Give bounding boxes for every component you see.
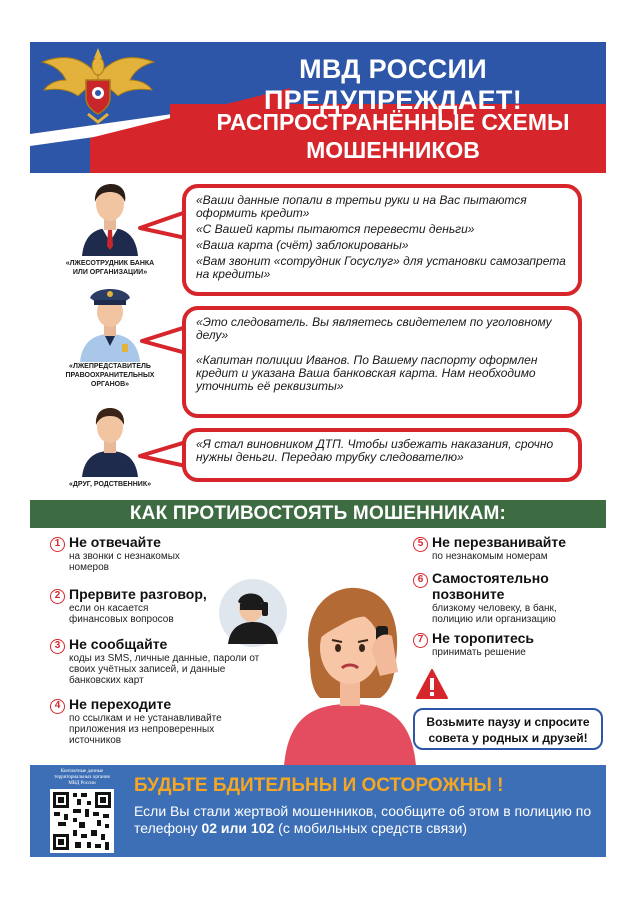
tip-title-2: Прервите разговор, [69, 586, 207, 602]
friend-relative-icon [80, 405, 140, 477]
tip-number-2: 2 [50, 589, 65, 604]
qr-caption: Контактные данные территориальных органов МВД России [54, 769, 110, 786]
tip-text-1: на звонки с незнакомых номеров [69, 551, 180, 573]
tip-title-1: Не отвечайте [69, 534, 161, 550]
tip-number-7: 7 [413, 633, 428, 648]
quote-police-2: «Капитан полиции Иванов. По Вашему паспорту оформлен кредит и указана Ваша банковская карта. Нам необходимо уточнить её реквизиты» [196, 353, 538, 393]
quote-bank-2: «С Вашей карты пытаются перевести деньги» [196, 222, 475, 236]
tip-text-3: коды из SMS, личные данные, пароли от своих учётных записей, и данные банковских карт [69, 653, 260, 686]
quote-bank-4: «Вам звонит «сотрудник Госуслуг» для установки самозапрета на кредиты» [196, 254, 566, 281]
tip-number-4: 4 [50, 699, 65, 714]
speech-tail-3 [138, 440, 186, 468]
tip-title-6: Самостоятельно позвоните [432, 570, 549, 602]
advice-line-2: совета у родных и друзей! [428, 731, 588, 745]
caption-bank-employee: «ЛЖЕСОТРУДНИК БАНКА ИЛИ ОРГАНИЗАЦИИ» [65, 260, 155, 276]
caption-police-officer: «ЛЖЕПРЕДСТАВИТЕЛЬ ПРАВООХРАНИТЕЛЬНЫХ ОРГАНОВ» [65, 363, 155, 388]
advice-box [413, 708, 603, 750]
speech-bubble-bank [182, 184, 582, 296]
page-subtitle [180, 108, 606, 164]
subtitle-line-2: МОШЕННИКОВ [306, 137, 480, 163]
tip-text-7: принимать решение [432, 647, 526, 658]
quote-police-1: «Это следователь. Вы являетесь свидетелем по уголовному делу» [196, 315, 552, 342]
quote-bank-3: «Ваша карта (счёт) заблокированы» [196, 238, 409, 252]
footer-banner [30, 765, 606, 857]
speech-bubble-friend [182, 428, 582, 482]
section-heading-counter: КАК ПРОТИВОСТОЯТЬ МОШЕННИКАМ: [30, 500, 606, 528]
qr-code-icon[interactable] [50, 789, 114, 853]
tip-text-5: по незнакомым номерам [432, 551, 548, 562]
tip-text-6: близкому человеку, в банк, полицию или организацию [432, 603, 557, 625]
tip-number-1: 1 [50, 537, 65, 552]
tip-title-4: Не переходите [69, 696, 172, 712]
tip-title-5: Не перезванивайте [432, 534, 567, 550]
tip-number-3: 3 [50, 639, 65, 654]
warning-triangle-icon [415, 668, 449, 700]
bank-employee-icon [80, 180, 140, 256]
scammer-icon [218, 578, 288, 648]
police-officer-icon [78, 282, 142, 362]
footer-title: БУДЬТЕ БДИТЕЛЬНЫ И ОСТОРОЖНЫ ! [134, 775, 504, 796]
speech-tail-1 [138, 210, 186, 240]
page-title: МВД РОССИИ ПРЕДУПРЕЖДАЕТ! [263, 54, 523, 115]
advice-line-1: Возьмите паузу и спросите [426, 715, 590, 729]
speech-tail-2 [140, 325, 186, 355]
worried-woman-icon [280, 580, 420, 766]
quote-friend-1: «Я стал виновником ДТП. Чтобы избежать наказания, срочно нужны деньги. Передаю трубку следователю» [196, 437, 554, 464]
tip-text-4: по ссылкам и не устанавливайте приложения из непроверенных источников [69, 713, 222, 746]
tip-title-3: Не сообщайте [69, 636, 168, 652]
subtitle-line-1: РАСПРОСТРАНЁННЫЕ СХЕМЫ [216, 109, 570, 135]
header-banner [30, 42, 606, 173]
tip-number-5: 5 [413, 537, 428, 552]
speech-bubble-police [182, 306, 582, 418]
mvd-emblem-icon [38, 46, 158, 124]
quote-bank-1: «Ваши данные попали в третьи руки и на Вас пытаются оформить кредит» [196, 193, 527, 220]
police-phone-numbers: 02 или 102 [201, 820, 275, 836]
tip-text-2: если он касается финансовых вопросов [69, 603, 174, 625]
tip-number-6: 6 [413, 573, 428, 588]
footer-text: Если Вы стали жертвой мошенников, сообщите об этом в полицию по телефону 02 или 102 (с мобильных средств связи) [134, 803, 592, 836]
tip-title-7: Не торопитесь [432, 630, 535, 646]
caption-friend-relative: «ДРУГ, РОДСТВЕННИК» [69, 481, 151, 488]
